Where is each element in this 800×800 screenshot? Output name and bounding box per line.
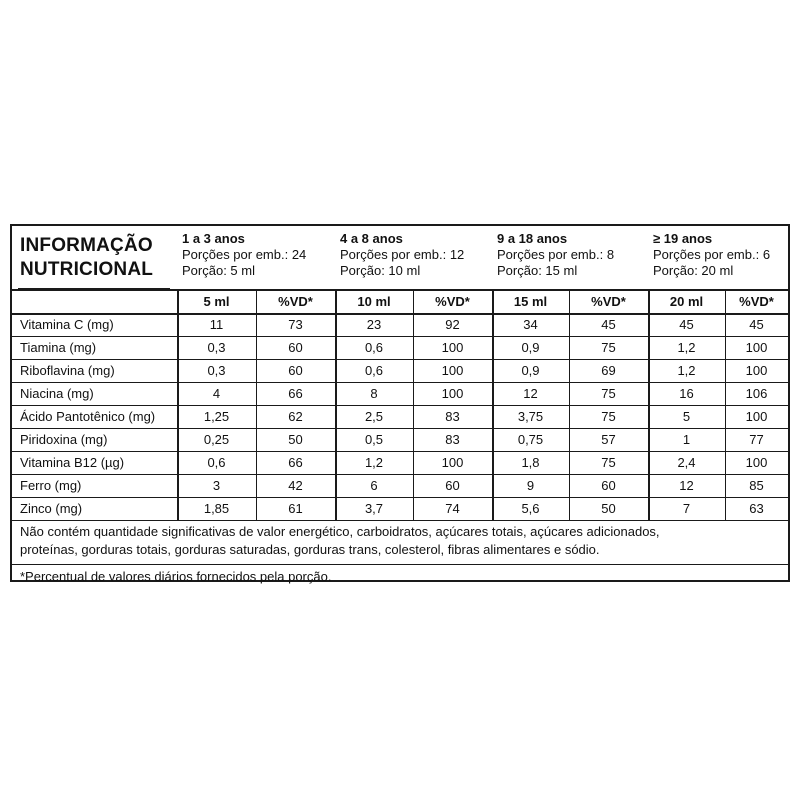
nutrient-name: Ácido Pantotênico (mg) <box>20 409 156 424</box>
amount-cell: 0,6 <box>364 340 384 355</box>
portion-size: Porção: 5 ml <box>182 263 255 278</box>
amount-cell: 11 <box>209 317 224 332</box>
age-group-name: 1 a 3 anos <box>182 231 245 246</box>
vd-cell: 75 <box>601 409 616 424</box>
vd-column-header: %VD* <box>435 294 470 309</box>
vd-cell: 83 <box>445 432 460 447</box>
vd-cell: 74 <box>445 501 460 516</box>
table-row <box>12 336 788 359</box>
vd-cell: 75 <box>601 386 616 401</box>
amount-cell: 0,5 <box>364 432 384 447</box>
column-divider <box>569 290 570 520</box>
amount-cell: 0,9 <box>521 340 540 355</box>
age-group-header <box>182 231 306 279</box>
age-group-header <box>340 231 464 279</box>
nutrient-name: Vitamina C (mg) <box>20 317 114 332</box>
amount-cell: 34 <box>523 317 538 332</box>
not-contains-note <box>20 523 660 559</box>
amount-cell: 1,2 <box>677 363 696 378</box>
nutrient-name: Niacina (mg) <box>20 386 94 401</box>
portion-size: Porção: 10 ml <box>340 263 421 278</box>
vd-cell: 60 <box>445 478 460 493</box>
note-line-2: proteínas, gorduras totais, gorduras saturadas, gorduras trans, colesterol, fibras alimentares e sódio. <box>20 542 600 557</box>
title-line-2: NUTRICIONAL <box>20 259 154 280</box>
amount-cell: 0,3 <box>207 363 226 378</box>
table-row <box>12 359 788 382</box>
nutrient-name: Piridoxina (mg) <box>20 432 108 447</box>
vd-cell: 100 <box>441 386 464 401</box>
amount-cell: 1 <box>682 432 691 447</box>
vd-cell: 60 <box>288 340 303 355</box>
vd-cell: 61 <box>288 501 303 516</box>
vd-cell: 100 <box>745 409 768 424</box>
title-line-1: INFORMAÇÃO <box>20 235 153 256</box>
amount-cell: 0,6 <box>207 455 226 470</box>
age-group-header <box>497 231 614 279</box>
table-row <box>12 451 788 474</box>
table-row <box>12 428 788 451</box>
column-divider <box>648 290 650 520</box>
portion-size: Porção: 15 ml <box>497 263 578 278</box>
vd-cell: 42 <box>288 478 303 493</box>
table-row <box>12 497 788 520</box>
amount-column-header: 10 ml <box>357 294 391 309</box>
amount-cell: 7 <box>682 501 691 516</box>
vd-cell: 85 <box>749 478 764 493</box>
amount-cell: 12 <box>523 386 538 401</box>
vd-column-header: %VD* <box>591 294 626 309</box>
vd-cell: 50 <box>288 432 303 447</box>
amount-cell: 0,3 <box>207 340 226 355</box>
amount-cell: 45 <box>679 317 694 332</box>
table-bottom-divider <box>12 520 788 521</box>
amount-cell: 12 <box>679 478 694 493</box>
table-row <box>12 313 788 336</box>
amount-cell: 4 <box>212 386 221 401</box>
amount-cell: 3,75 <box>517 409 544 424</box>
amount-cell: 2,5 <box>364 409 384 424</box>
table-row <box>12 382 788 405</box>
nutrient-name: Riboflavina (mg) <box>20 363 115 378</box>
amount-cell: 0,9 <box>521 363 540 378</box>
amount-cell: 5,6 <box>521 501 540 516</box>
vd-cell: 100 <box>745 455 768 470</box>
vd-cell: 66 <box>288 455 303 470</box>
nutrient-name: Zinco (mg) <box>20 501 83 516</box>
nutrient-name: Vitamina B12 (µg) <box>20 455 125 470</box>
table-row <box>12 405 788 428</box>
vd-cell: 100 <box>441 455 464 470</box>
amount-column-header: 20 ml <box>669 294 704 309</box>
amount-cell: 1,85 <box>203 501 230 516</box>
vd-cell: 106 <box>745 386 768 401</box>
vd-cell: 60 <box>288 363 303 378</box>
vd-column-header: %VD* <box>739 294 774 309</box>
amount-cell: 0,25 <box>203 432 230 447</box>
amount-cell: 23 <box>366 317 382 332</box>
vd-cell: 100 <box>745 340 768 355</box>
vd-cell: 75 <box>601 340 616 355</box>
age-group-name: ≥ 19 anos <box>653 231 713 246</box>
amount-cell: 6 <box>370 478 378 493</box>
vd-cell: 92 <box>445 317 460 332</box>
age-group-name: 9 a 18 anos <box>497 231 568 246</box>
vd-cell: 73 <box>288 317 303 332</box>
footnote: *Percentual de valores diários fornecidos pela porção. <box>20 569 332 584</box>
amount-cell: 1,8 <box>521 455 540 470</box>
footnote-divider <box>12 564 788 565</box>
amount-cell: 5 <box>682 409 691 424</box>
amount-cell: 16 <box>679 386 694 401</box>
amount-cell: 8 <box>370 386 378 401</box>
note-line-1: Não contém quantidade significativas de valor energético, carboidratos, açúcares totais, açúcares adicionados, <box>20 524 660 539</box>
vd-cell: 57 <box>601 432 616 447</box>
column-divider <box>413 290 414 520</box>
panel-title <box>20 234 180 282</box>
vd-cell: 62 <box>288 409 303 424</box>
vd-cell: 100 <box>441 363 464 378</box>
amount-column-header: 15 ml <box>513 294 548 309</box>
portions-per-package: Porções por emb.: 8 <box>497 247 615 262</box>
nutrient-name: Tiamina (mg) <box>20 340 97 355</box>
column-divider <box>256 290 257 520</box>
amount-cell: 1,2 <box>677 340 696 355</box>
column-divider <box>725 290 726 520</box>
portions-per-package: Porções por emb.: 12 <box>340 247 465 262</box>
amount-column-header: 5 ml <box>203 294 230 309</box>
table-row <box>12 474 788 497</box>
vd-cell: 66 <box>288 386 303 401</box>
amount-cell: 3,7 <box>364 501 384 516</box>
vd-cell: 69 <box>601 363 616 378</box>
nutrient-name: Ferro (mg) <box>20 478 82 493</box>
portion-size: Porção: 20 ml <box>653 263 734 278</box>
nutrition-header <box>12 226 788 290</box>
vd-cell: 45 <box>601 317 616 332</box>
vd-cell: 83 <box>445 409 460 424</box>
age-group-name: 4 a 8 anos <box>340 231 403 246</box>
amount-cell: 1,2 <box>364 455 384 470</box>
portions-per-package: Porções por emb.: 24 <box>182 247 307 262</box>
vd-cell: 45 <box>749 317 764 332</box>
vd-cell: 100 <box>745 363 768 378</box>
vd-cell: 60 <box>601 478 616 493</box>
amount-cell: 1,25 <box>203 409 230 424</box>
vd-column-header: %VD* <box>278 294 313 309</box>
nutrition-facts-panel <box>10 224 790 582</box>
vd-cell: 77 <box>749 432 764 447</box>
age-group-header <box>653 231 770 279</box>
amount-cell: 9 <box>526 478 535 493</box>
vd-cell: 100 <box>441 340 464 355</box>
column-divider <box>335 290 337 520</box>
column-divider <box>492 290 494 520</box>
amount-cell: 2,4 <box>677 455 696 470</box>
vd-cell: 63 <box>749 501 764 516</box>
amount-cell: 0,6 <box>364 363 384 378</box>
amount-cell: 0,75 <box>517 432 544 447</box>
vd-cell: 75 <box>601 455 616 470</box>
column-divider <box>177 290 179 520</box>
portions-per-package: Porções por emb.: 6 <box>653 247 771 262</box>
vd-cell: 50 <box>601 501 616 516</box>
column-header-row <box>12 290 788 313</box>
amount-cell: 3 <box>212 478 221 493</box>
